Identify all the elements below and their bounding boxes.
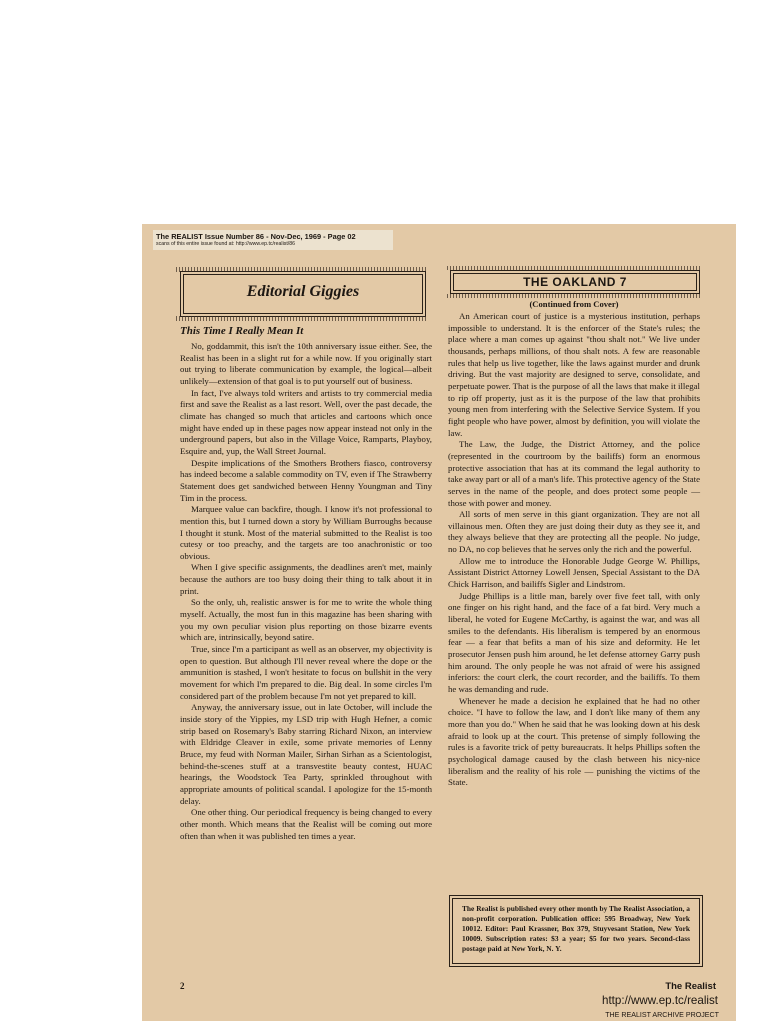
paragraph: Whenever he made a decision he explained that he had no other choice. "I have to follow the law, and I don't like many of them any more than you do." When he said that he was looking down at his desk afraid to look up at the court. This pretense of simply following the rules is a favorite trick of petty bureaucrats. It helps Phillips soften the psychological damage caused by the clash between his nicy-nice liberalism and the reality of his role — punishing the victims of the State. <box>448 695 700 788</box>
editorial-column <box>180 341 432 842</box>
paragraph: One other thing. Our periodical frequency is being changed to every other month. Which means that the Realist will be coming out more often than when it was published ten times a year. <box>180 807 432 841</box>
masthead-footer: The Realist <box>665 981 716 992</box>
paragraph: Judge Phillips is a little man, barely over five feet tall, with only one finger on his right hand, and the face of a fat bird. Very much a liberal, he voted for Eugene McCarthy, is against the war, and was all smiles to the defendants. His liberalism is tempered by an enormous fear — a fear that befits a man of his size and deformity. He let prosecutor Jensen push him around, he let defense attorney Garry push him around. The only people he was not afraid of were his assigned inferiors: the court clerk, the court recorder, and the bailiffs. To them he was demanding and rude. <box>448 590 700 694</box>
editorial-title-box <box>180 271 426 317</box>
paragraph: In fact, I've always told writers and artists to try commercial media first and save the Realist as a last resort. Well, over the past decade, the climate has changed so much that articles and cartoons which once might have ended up in these pages now appear instead not only in the underground papers, but also in the Village Voice, Ramparts, Playboy, Esquire and, yup, the Wall Street Journal. <box>180 387 432 456</box>
oakland-title: THE OAKLAND 7 <box>523 275 627 289</box>
paragraph: When I give specific assignments, the deadlines aren't met, mainly because the authors are too busy doing their thing to talk about it in print. <box>180 562 432 596</box>
oakland-column <box>448 311 700 789</box>
archive-url: http://www.ep.tc/realist <box>602 994 718 1007</box>
paragraph: Despite implications of the Smothers Brothers fiasco, controversy has indeed become a salable commodity on TV, even if The Strawberry Statement does get sandwiched between Henny Youngman and Tiny Tim in the process. <box>180 457 432 503</box>
paragraph: Anyway, the anniversary issue, out in late October, will include the inside story of the Yippies, my LSD trip with Hugh Hefner, a comic strip based on Rosemary's Baby starring Richard Nixon, an interview with Eldridge Cleaver in exile, some private memories of Lenny Bruce, my feud with Norman Mailer, Sirhan Sirhan as a Scientologist, behind-the-scenes stuff at a transvestite beauty contest, HUAC hearings, the Woodstock Tea Party, sprinkled throughout with appropriate amounts of political scandal. I apologize for the 15-month delay. <box>180 702 432 806</box>
continued-note: (Continued from Cover) <box>529 299 619 309</box>
oakland-rule-bottom <box>447 294 701 298</box>
paragraph: Marquee value can backfire, though. I know it's not professional to mention this, but I turned down a story by William Burroughs because I thought it stunk. Most of the material submitted to the Realist is too cutesy or too preachy, and the targets are too anachronistic or too obvious. <box>180 504 432 561</box>
editorial-title: Editorial Giggies <box>246 283 360 300</box>
publisher-text: The Realist is published every other month by The Realist Association, a non-profit corporation. Publication office: 595 Broadway, New York 10012. Editor: Paul Krassner, Box 379, Stuyvesant Station, New York 10009. Subscription rates: $3 a year; $5 for two years. Second-class postage paid at New York, N. Y. <box>462 904 690 953</box>
scan-header-title: The REALIST Issue Number 86 - Nov-Dec, 1969 - Page 02 <box>156 232 356 241</box>
scanned-page <box>142 224 736 1021</box>
paragraph: All sorts of men serve in this giant organization. They are not all villainous men. Often they are just doing their duty as they see it, and they always believe that they are protecting all the people. No judge, no DA, no cop believes that he serves only the rich and the powerful. <box>448 509 700 555</box>
editorial-subhead: This Time I Really Mean It <box>180 325 304 337</box>
scan-header <box>153 230 393 250</box>
paragraph: No, goddammit, this isn't the 10th anniversary issue either. See, the Realist has been in a slight rut for a while now. If you originally start out trying to liberate communication by example, the logical—albeit unlikely—extension of that goal is to put yourself out of business. <box>180 341 432 386</box>
paragraph: Allow me to introduce the Honorable Judge George W. Phillips, Assistant District Attorney Lowell Jensen, Special Assistant to the DA Chick Harrison, and bailiffs Sigler and Lindstrom. <box>448 555 700 590</box>
publisher-box <box>449 895 703 967</box>
paragraph: An American court of justice is a mysterious institution, perhaps impossible to understand. It is the enforcer of the State's rules; the place where a man comes up against "thou shalt not." We live under thousands, perhaps millions, of thou shalt nots. A few are reasonable rules that help us live together, like the laws against murder and drunk driving. But the vast majority are designed to serve, consolidate, and perpetuate power. That is the purpose of all the laws that make it illegal to rip off property, just as it is the purpose of the law that prohibits young men from interfering with the Selective Service System. If you fight people who have power, almost by definition, you will violate the law. <box>448 311 700 438</box>
archive-project: THE REALIST ARCHIVE PROJECT <box>605 1011 719 1019</box>
paragraph: The Law, the Judge, the District Attorney, and the police (represented in the courtroom by the bailiffs) form an enormous protective association that has at its command the legal authority to take away part or all of a man's life. This protective agency of the State serves in the name of the people, and does protect some people — those with power and money. <box>448 439 700 508</box>
title-rule-bottom <box>176 316 428 321</box>
scan-header-source: scans of this entire issue found at: http://www.ep.tc/realist/86 <box>156 241 295 247</box>
paragraph: True, since I'm a participant as well as an observer, my objectivity is open to question. But although I'll never reveal where the dope or the ammunition is stashed, I won't hesitate to focus on bullshit in the very movement for which I'm prepared to die. Big deal. In some circles I'm considered part of the problem because I'm not yet prepared to kill. <box>180 644 432 701</box>
paragraph: So the only, uh, realistic answer is for me to write the whole thing myself. Actually, the most fun in this magazine has been sharing with you my own peculiar vision plus reporting on those bizarre events which are, intrinsically, beyond satire. <box>180 597 432 643</box>
page-number: 2 <box>180 981 185 991</box>
oakland-title-box <box>450 270 700 294</box>
